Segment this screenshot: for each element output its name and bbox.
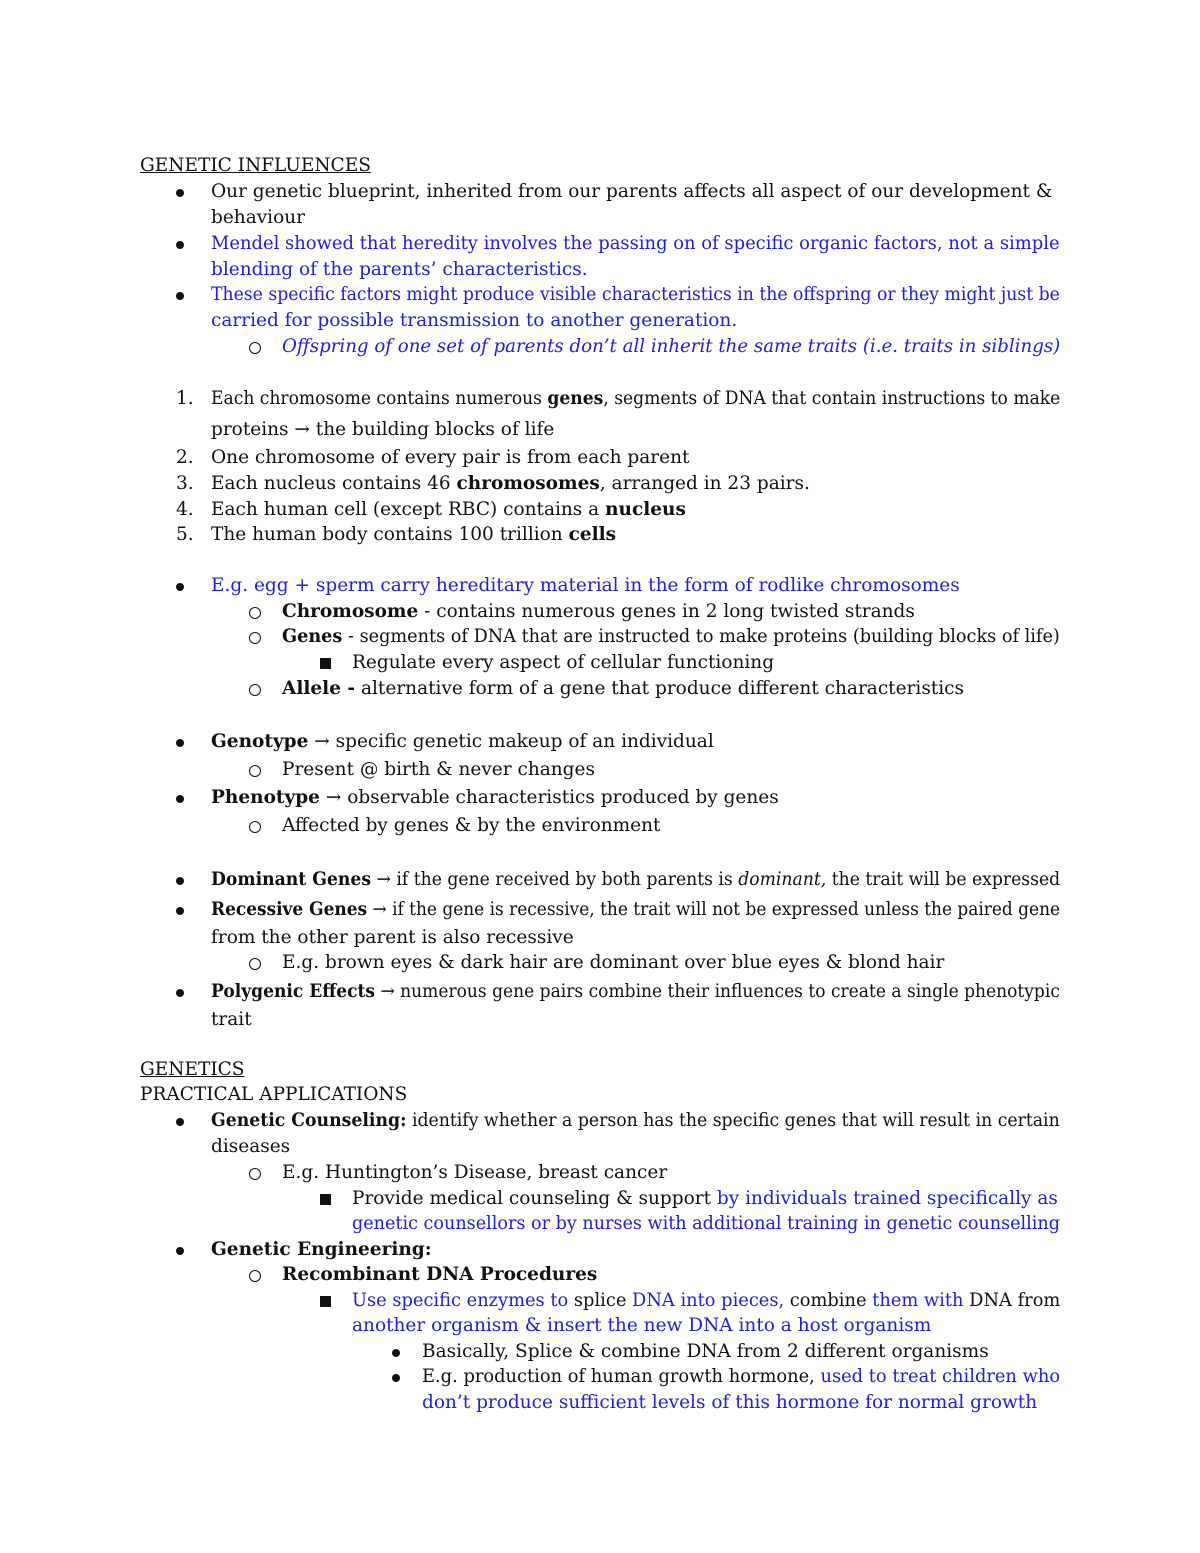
bullet-text: Genetic Counseling: identify whether a person has the specific genes that will result in certain [211, 1110, 1060, 1131]
circle-bullet-icon [249, 821, 261, 833]
bullet-text: Recessive Genes → if the gene is recessive, the trait will not be expressed unless the paired gene [211, 899, 1061, 920]
bullet-text: carried for possible transmission to another generation. [211, 310, 738, 331]
sub-sub-bullet-text: Use specific enzymes to splice DNA into pieces, combine them with DNA from [352, 1290, 1061, 1311]
bullet-icon [176, 877, 184, 885]
circle-bullet-icon [249, 958, 261, 970]
square-bullet-icon [320, 1296, 331, 1307]
bullet-icon [176, 1118, 184, 1126]
sub-bullet-text: Affected by genes & by the environment [282, 815, 661, 836]
level4-bullet-text: Basically, Splice & combine DNA from 2 different organisms [422, 1341, 989, 1362]
bullet-text: Phenotype → observable characteristics produced by genes [211, 787, 779, 808]
bullet-text: These specific factors might produce visible characteristics in the offspring or they might just be [211, 284, 1060, 305]
sub-bullet-text: Present @ birth & never changes [282, 759, 595, 780]
sub-bullet-text: Genes - segments of DNA that are instructed to make proteins (building blocks of life) [282, 626, 1060, 647]
sub-bullet-text: E.g. brown eyes & dark hair are dominant over blue eyes & blond hair [282, 952, 945, 973]
circle-bullet-icon [249, 342, 261, 354]
sub-bullet-text: Chromosome - contains numerous genes in 2 long twisted strands [282, 601, 915, 622]
list-number: 3. [176, 473, 194, 494]
sub-sub-bullet-text: genetic counsellors or by nurses with additional training in genetic counselling [352, 1213, 1061, 1234]
circle-bullet-icon [249, 607, 261, 619]
bullet-text: Dominant Genes → if the gene received by both parents is dominant, the trait will be expressed [211, 869, 1061, 890]
list-number: 1. [176, 388, 194, 409]
bullet-text: behaviour [211, 207, 305, 228]
section-heading: GENETIC INFLUENCES [140, 155, 371, 176]
bullet-icon [176, 907, 184, 915]
circle-bullet-icon [249, 684, 261, 696]
bullet-text: Genotype → specific genetic makeup of an individual [211, 731, 714, 752]
numbered-text: Each nucleus contains 46 chromosomes, arranged in 23 pairs. [211, 473, 810, 494]
numbered-text: Each human cell (except RBC) contains a nucleus [211, 499, 686, 520]
bullet-text: Mendel showed that heredity involves the passing on of specific organic factors, not a simple [211, 233, 1060, 254]
sub-sub-bullet-text: Provide medical counseling & support by individuals trained specifically as [352, 1188, 1058, 1209]
sub-bullet-text: Recombinant DNA Procedures [282, 1264, 598, 1285]
list-number: 4. [176, 499, 194, 520]
bullet-icon [392, 1349, 400, 1357]
numbered-text: One chromosome of every pair is from each parent [211, 447, 690, 468]
level4-bullet-text: E.g. production of human growth hormone, used to treat children who [422, 1366, 1061, 1387]
list-number: 2. [176, 447, 194, 468]
bullet-icon [176, 989, 184, 997]
bullet-text: E.g. egg + sperm carry hereditary material in the form of rodlike chromosomes [211, 575, 960, 596]
bullet-text: Our genetic blueprint, inherited from our parents affects all aspect of our development & [211, 181, 1053, 202]
numbered-text: proteins → the building blocks of life [211, 419, 555, 440]
sub-bullet-text: E.g. Huntington’s Disease, breast cancer [282, 1162, 668, 1183]
bullet-icon [392, 1374, 400, 1382]
sub-bullet-text: Allele - alternative form of a gene that produce different characteristics [282, 678, 965, 699]
section-subheading: PRACTICAL APPLICATIONS [140, 1084, 408, 1105]
level4-bullet-text: don’t produce sufficient levels of this hormone for normal growth [422, 1392, 1038, 1413]
sub-sub-bullet-text: another organism & insert the new DNA into a host organism [352, 1315, 932, 1336]
bullet-icon [176, 189, 184, 197]
bullet-text: Genetic Engineering: [211, 1239, 432, 1260]
circle-bullet-icon [249, 1270, 261, 1282]
sub-sub-bullet-text: Regulate every aspect of cellular functioning [352, 652, 775, 673]
bullet-icon [176, 292, 184, 300]
bullet-text: from the other parent is also recessive [211, 927, 574, 948]
bullet-icon [176, 583, 184, 591]
square-bullet-icon [320, 1194, 331, 1205]
bullet-text: blending of the parents’ characteristics. [211, 259, 588, 280]
sub-bullet-text: Offspring of one set of parents don’t all inherit the same traits (i.e. traits in siblings) [282, 336, 1061, 357]
circle-bullet-icon [249, 765, 261, 777]
bullet-icon [176, 795, 184, 803]
bullet-icon [176, 739, 184, 747]
numbered-text: Each chromosome contains numerous genes, segments of DNA that contain instructions to make [211, 388, 1061, 409]
bullet-text: diseases [211, 1136, 291, 1157]
numbered-text: The human body contains 100 trillion cells [211, 524, 617, 545]
circle-bullet-icon [249, 1168, 261, 1180]
bullet-icon [176, 241, 184, 249]
square-bullet-icon [320, 658, 331, 669]
bullet-text: Polygenic Effects → numerous gene pairs combine their influences to create a single phenotypic [211, 981, 1060, 1002]
bullet-icon [176, 1247, 184, 1255]
list-number: 5. [176, 524, 194, 545]
section-heading: GENETICS [140, 1059, 245, 1080]
bullet-text: trait [211, 1009, 252, 1030]
circle-bullet-icon [249, 632, 261, 644]
